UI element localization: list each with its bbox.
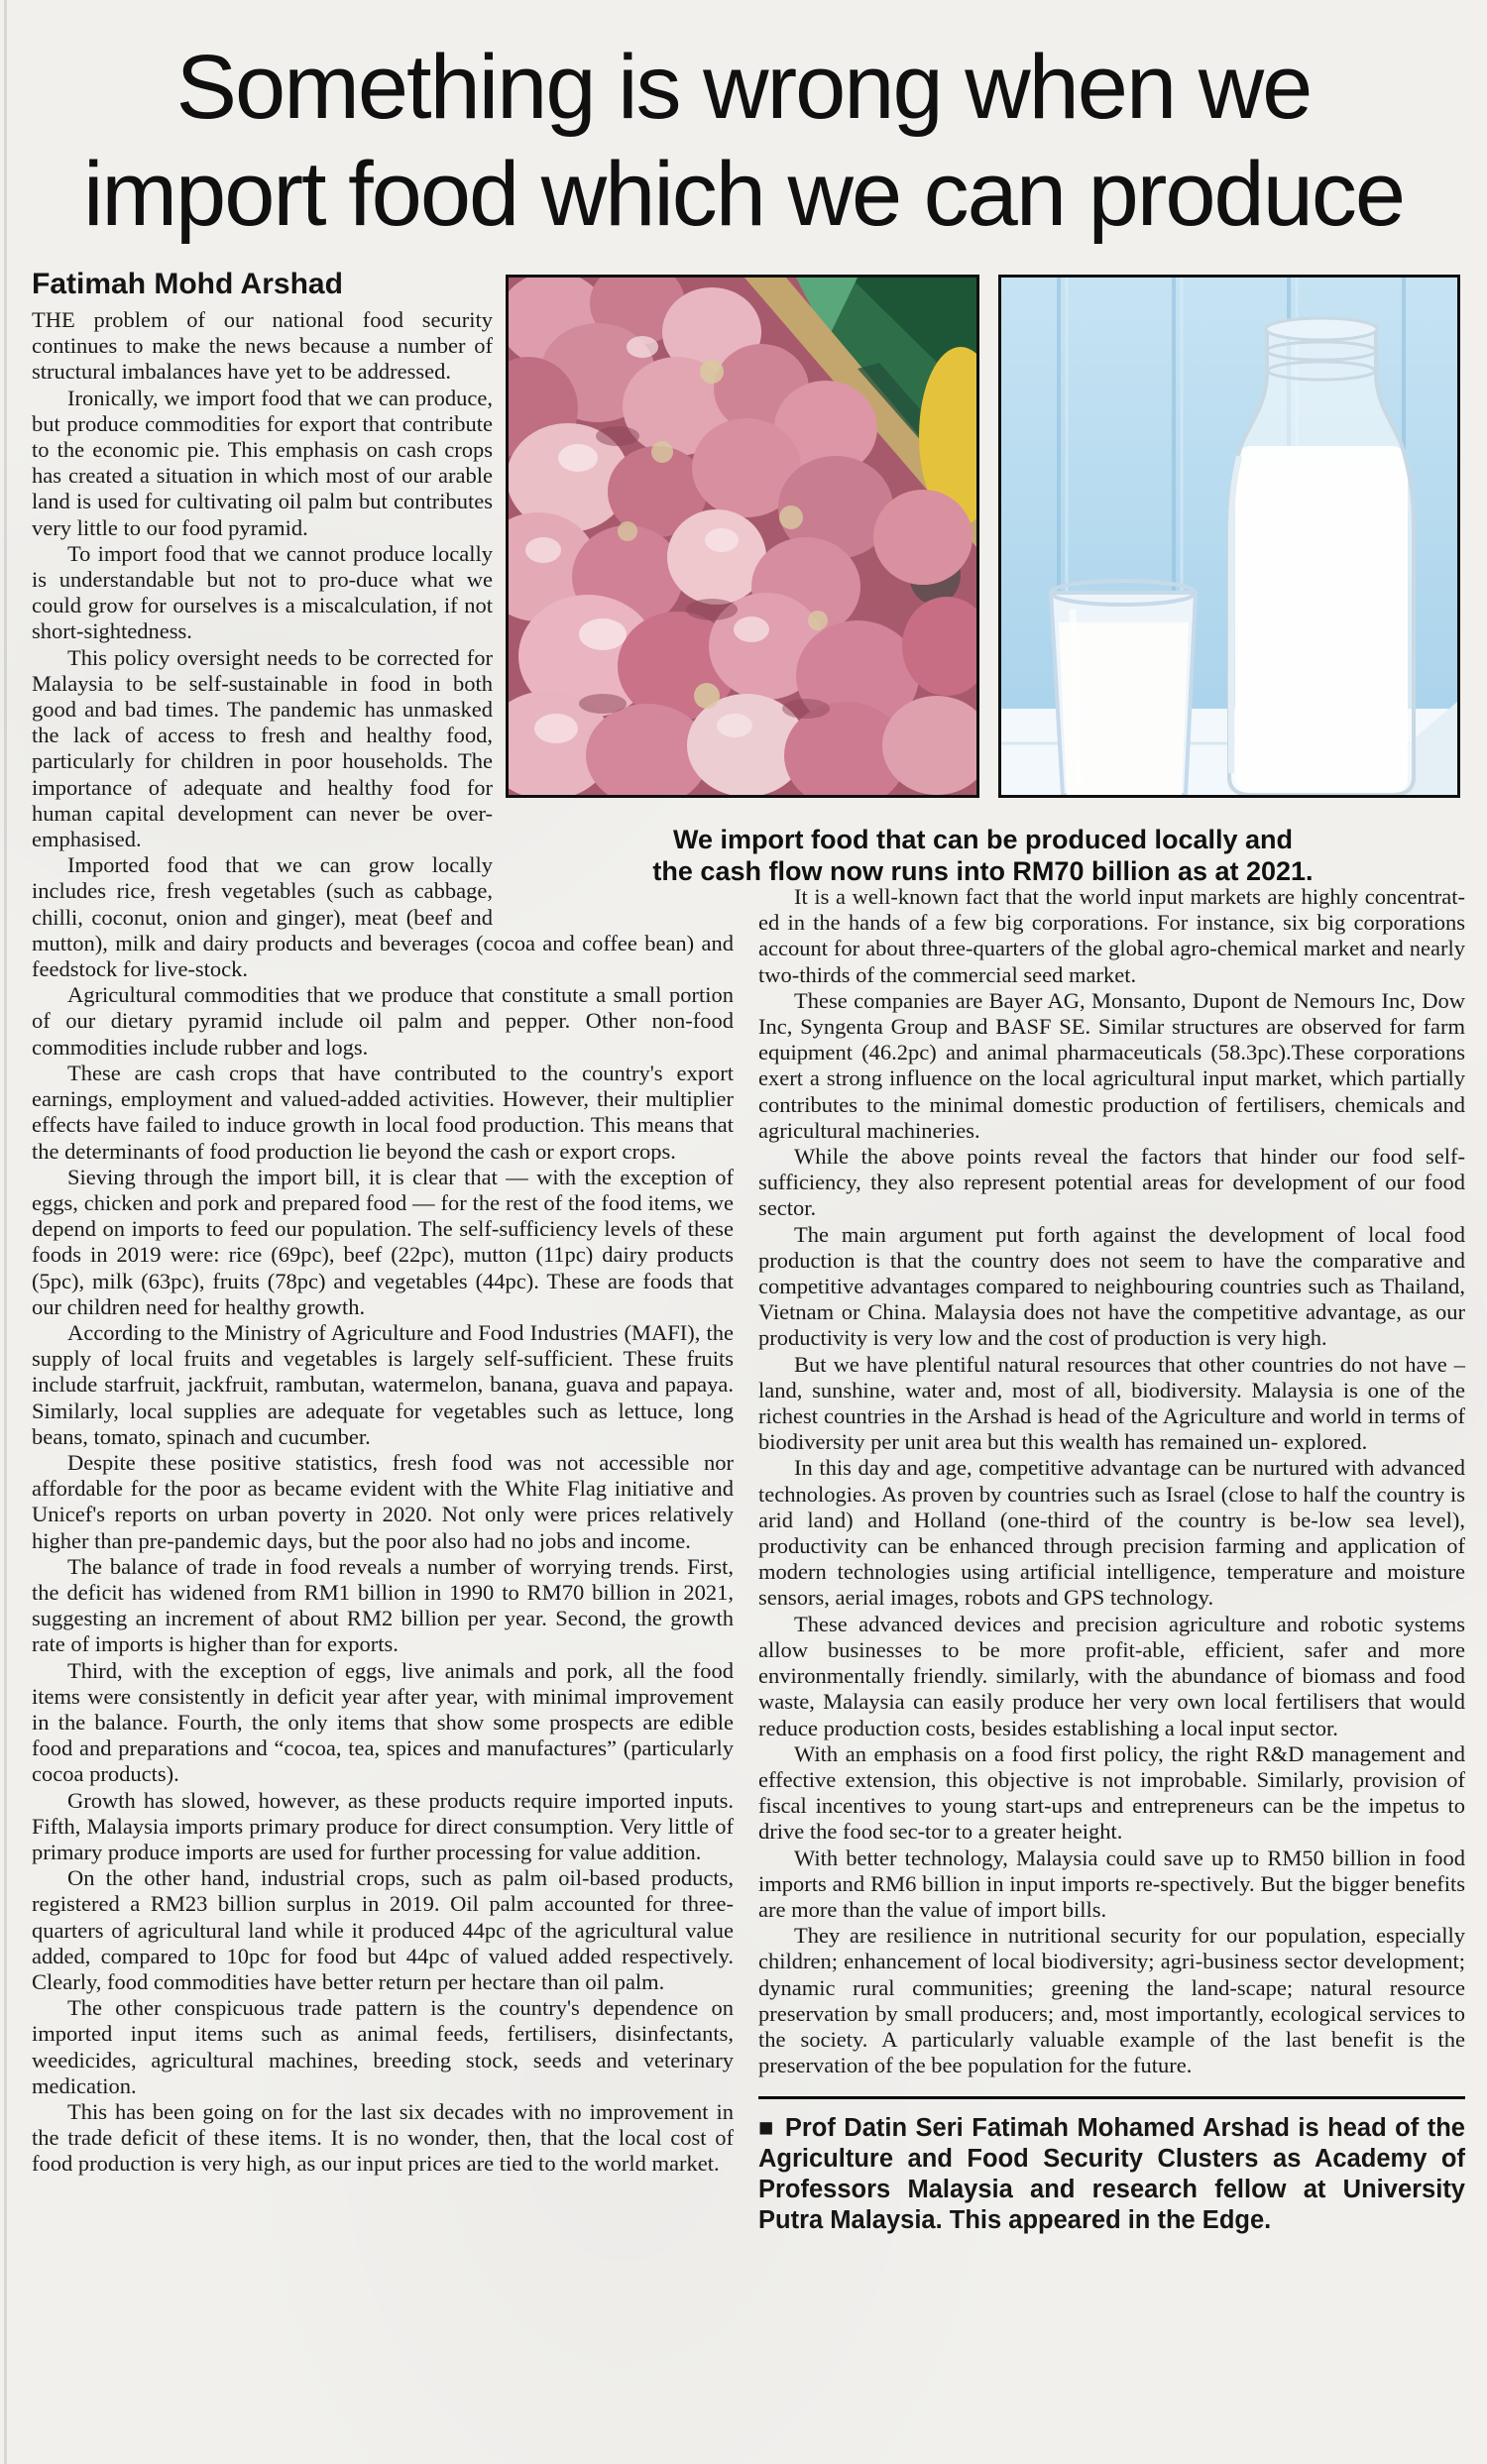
left-column xyxy=(32,268,734,2178)
headline xyxy=(0,34,1487,248)
article-paragraph: This has been going on for the last six decades with no improvement in the trade deficit of these items. It is no wonder, then, that the local cost of food production is very high, as our input prices are tied to the world market. xyxy=(32,2099,734,2177)
article-paragraph: Sieving through the import bill, it is clear that — with the exception of eggs, chicken and pork and prepared food — for the rest of the food items, we depend on imports to feed our population. The self-sufficiency levels of these foods in 2019 were: rice (69pc), beef (22pc), mutton (11pc) dairy products (5pc), milk (63pc), fruits (78pc) and vegetables (44pc). These are foods that our children need for healthy growth. xyxy=(32,1164,734,1319)
milk-bottle-photo-art xyxy=(1001,278,1457,795)
article-paragraph: THE problem of our national food security continues to make the news because a number of structural imbalances have yet to be addressed. xyxy=(32,307,493,385)
article-paragraph: These are cash crops that have contributed to the country's export earnings, employment and valued-added activities. However, their multiplier effects have failed to induce growth in local food production. This means that the determinants of food production lie beyond the cash or export crops. xyxy=(32,1060,734,1164)
article-paragraph: This policy oversight needs to be corrected for Malaysia to be self-sustainable in food in both good and bad times. The pandemic has unmasked the lack of access to fresh and healthy food, particularly for children in poor households. The importance of adequate and healthy food for human capital development can never be over-emphasised. xyxy=(32,644,493,852)
footnote-square-bullet: ■ xyxy=(758,2114,775,2143)
article-paragraph: Agricultural commodities that we produce that constitute a small portion of our dietary pyramid include oil palm and pepper. Other non-food commodities include rubber and logs. xyxy=(32,982,734,1060)
milk-photo xyxy=(998,275,1460,798)
figure-caption-line-1: We import food that can be produced locally and xyxy=(672,825,1294,854)
photo-wrap-spacer xyxy=(493,268,734,914)
article-paragraph: Despite these positive statistics, fresh food was not accessible nor affordable for the poor as became evident with the White Flag initiative and Unicef's reports on urban poverty in 2020. Not only were prices relatively higher than pre-pandemic days, but the poor also had no jobs and income. xyxy=(32,1449,734,1553)
article-paragraph: The balance of trade in food reveals a number of worrying trends. First, the deficit has widened from RM1 billion in 1990 to RM70 billion in 2021, suggesting an increment of about RM2 billion per year. Second, the growth rate of imports is higher than for exports. xyxy=(32,1553,734,1657)
author-footnote xyxy=(758,2096,1465,2236)
article-paragraph: In this day and age, competitive advantage can be nurtured with advanced technologies. As proven by countries such as Israel (close to half the country is arid land) and Holland (one-third of the country is be-low sea level), productivity can be enhanced through precision farming and application of modern technologies using artificial intelligence, temperature and moisture sensors, aerial images, robots and GPS technology. xyxy=(758,1455,1465,1611)
article-paragraph: It is a well-known fact that the world input markets are highly concentrat-ed in the hands of a few big corporations. For instance, six big corporations account for about three-quarters of the global agro-chemical market and nearly two-thirds of the commercial seed market. xyxy=(758,884,1465,987)
article-paragraph: Third, with the exception of eggs, live animals and pork, all the food items were consistently in deficit year after year, with minimal improvement in the balance. Fourth, the only items that show some prospects are edible food and preparations and “cocoa, tea, spices and manufactures” (particularly cocoa products). xyxy=(32,1657,734,1787)
article-paragraph: On the other hand, industrial crops, such as palm oil-based products, registered a RM23 billion surplus in 2019. Oil palm accounted for three-quarters of agricultural land while it produced 44pc of the agricultural value added, compared to 10pc for food but 44pc of valued added respectively. Clearly, food commodities have better return per hectare than oil palm. xyxy=(32,1865,734,1994)
headline-line-1: Something is wrong when we xyxy=(175,37,1312,138)
figure-caption-line-2: the cash flow now runs into RM70 billion as at 2021. xyxy=(652,856,1314,886)
article-paragraph: The main argument put forth against the development of local food production is that the country does not seem to have the comparative and competitive advantages compared to neighbouring countries such as Thailand, Vietnam or China. Malaysia does not have the competitive advantage, as our productivity is very low and the cost of production is very high. xyxy=(758,1221,1465,1351)
article-paragraph: These companies are Bayer AG, Monsanto, Dupont de Nemours Inc, Dow Inc, Syngenta Group and BASF SE. Similar structures are observed for farm equipment (46.2pc) and animal pharmaceuticals (58.3pc).These corporations exert a strong influence on the local agricultural input market, which partially contributes to the minimal domestic production of fertilisers, chemicals and agricultural machineries. xyxy=(758,987,1465,1143)
article-paragraph: But we have plentiful natural resources that other countries do not have – land, sunshine, water and, most of all, biodiversity. Malaysia is one of the richest countries in the Arshad is head of the Agriculture and world in terms of biodiversity per unit area but this wealth has remained un- explored. xyxy=(758,1351,1465,1455)
article-paragraph: Imported food that we can grow locally includes rice, fresh vegetables (such as cabbage, chilli, coconut, onion and ginger), meat (beef and mutton), milk and dairy products and beverages (cocoa and coffee bean) and feedstock for live-stock. xyxy=(32,852,734,982)
right-column xyxy=(758,884,1465,2236)
article-paragraph: With an emphasis on a food first policy, the right R&D management and effective extension, this objective is not improbable. Similarly, provision of fiscal incentives to young start-ups and entrepreneurs can be the impetus to drive the food sec-tor to a greater height. xyxy=(758,1740,1465,1845)
article-paragraph: Ironically, we import food that we can produce, but produce commodities for export that contribute to the economic pie. This emphasis on cash crops has created a situation in which most of our arable land is used for cultivating oil palm but contributes very little to our food pyramid. xyxy=(32,385,493,540)
article-paragraph: With better technology, Malaysia could save up to RM50 billion in food imports and RM6 billion in input imports re-spectively. But the bigger benefits are more than the value of import bills. xyxy=(758,1845,1465,1922)
byline: Fatimah Mohd Arshad xyxy=(32,268,343,300)
article-paragraph: While the above points reveal the factors that hinder our food self-sufficiency, they also represent potential areas for development of our food sector. xyxy=(758,1144,1465,1221)
article-paragraph: The other conspicuous trade pattern is the country's dependence on imported input items such as animal feeds, fertilisers, disinfectants, weedicides, agricultural machines, breeding stock, seeds and veterinary medication. xyxy=(32,1995,734,2098)
headline-line-2: import food which we can produce xyxy=(82,144,1405,245)
footnote-text: Prof Datin Seri Fatimah Mohamed Arshad is head of the Agriculture and Food Security Clusters as Academy of Professors Malaysia and research fellow at University Putra Malaysia. This appeared in the Edge. xyxy=(758,2114,1465,2235)
article-paragraph: Growth has slowed, however, as these products require imported inputs. Fifth, Malaysia imports primary produce for direct consumption. Very little of primary produce imports are used for further processing for value addition. xyxy=(32,1787,734,1864)
article-paragraph: According to the Ministry of Agriculture and Food Industries (MAFI), the supply of local fruits and vegetables is largely self-sufficient. These fruits include starfruit, jackfruit, rambutan, watermelon, banana, guava and papaya. Similarly, local supplies are adequate for vegetables such as lettuce, long beans, tomato, spinach and cucumber. xyxy=(32,1319,734,1449)
article-paragraph: They are resilience in nutritional security for our population, especially children; enhancement of local biodiversity; agri-business sector development; dynamic rural communities; greening the land-scape; natural resource preservation by small producers; and, most importantly, ecological services to the society. A particularly valuable example of the last benefit is the preservation of the bee population for the future. xyxy=(758,1923,1465,2078)
article-paragraph: To import food that we cannot produce locally is understandable but not to pro-duce what we could grow for ourselves is a miscalculation, if not short-sightedness. xyxy=(32,540,493,644)
scan-edge-artifact xyxy=(4,0,7,2464)
article-paragraph: These advanced devices and precision agriculture and robotic systems allow businesses to be more profit-able, efficient, safer and more environmentally friendly. similarly, with the abundance of biomass and food waste, Malaysia can easily produce her very own local fertilisers that would reduce production costs, besides establishing a local input sector. xyxy=(758,1611,1465,1740)
